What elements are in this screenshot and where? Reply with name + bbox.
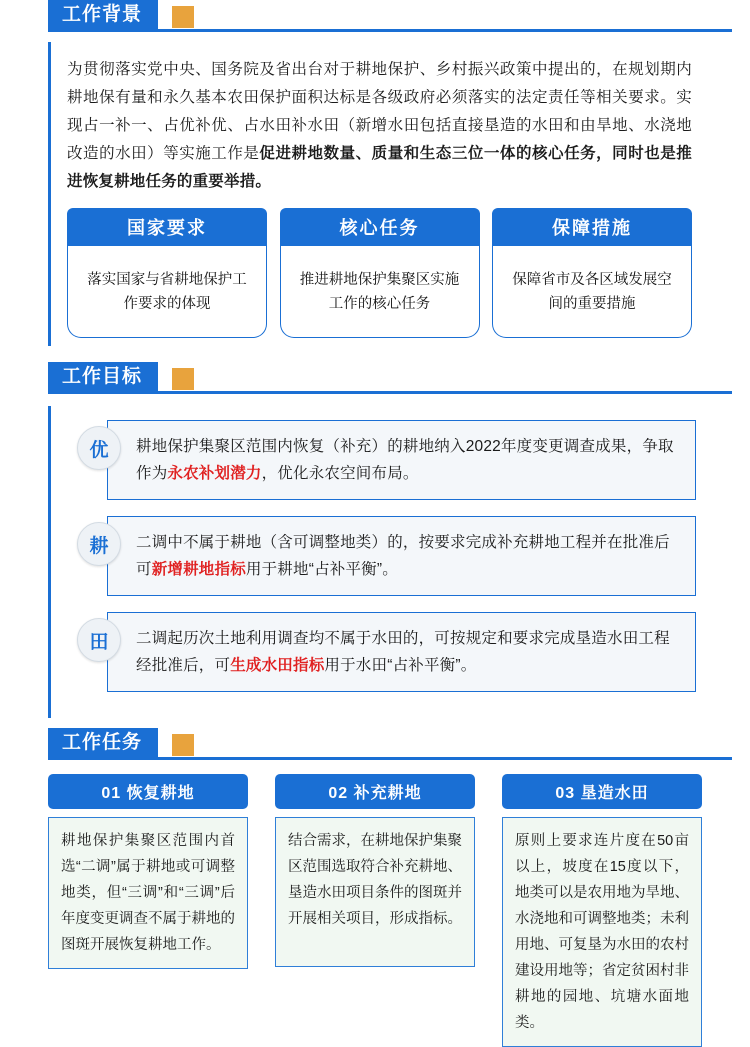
- goal-text-3-part-a: 二调起历次土地利用调查均不属于水田的，可按规定和要求完成垦造水田工程经批准后，可: [136, 630, 670, 674]
- goal-text-2-part-a: 二调中不属于耕地（含可调整地类）的，按要求完成补充耕地工程并在批准后可: [136, 534, 670, 578]
- tasks-content: [48, 774, 702, 1047]
- section-title-goals: 工作目标: [48, 362, 158, 392]
- section-header-goals: [48, 362, 750, 396]
- section-header-tasks: [48, 728, 750, 762]
- background-content: [48, 42, 702, 346]
- goal-badge-1: 优: [77, 426, 121, 470]
- background-card-1-body: 落实国家与省耕地保护工作要求的体现: [67, 246, 267, 338]
- task-card-2-body: 结合需求，在耕地保护集聚区范围选取符合补充耕地、垦造水田项目条件的图斑并开展相关项目，形成指标。: [275, 817, 475, 967]
- goals-content: [48, 406, 702, 718]
- task-card-2-title: 02 补充耕地: [275, 774, 475, 809]
- task-card-1-title: 01 恢复耕地: [48, 774, 248, 809]
- goal-text-1: [107, 420, 696, 500]
- goal-item-1: [51, 420, 696, 500]
- task-card-3-title: 03 垦造水田: [502, 774, 702, 809]
- goal-text-2-highlight: 新增耕地指标: [151, 561, 246, 578]
- section-title-background: 工作背景: [48, 0, 158, 30]
- goal-text-3-highlight: 生成水田指标: [230, 657, 325, 674]
- header-ribbon-tail: [172, 734, 194, 756]
- background-card-2-title: 核心任务: [280, 208, 480, 246]
- task-card-3: [502, 774, 702, 1047]
- goal-text-2-part-c: 用于耕地“占补平衡”。: [245, 561, 398, 578]
- background-paragraph-bold: 促进耕地数量、质量和生态三位一体的核心任务，同时也是推进恢复耕地任务的重要举措。: [67, 145, 693, 190]
- background-card-1-title: 国家要求: [67, 208, 267, 246]
- background-card-2: [280, 208, 480, 338]
- task-card-3-body: 原则上要求连片度在50亩以上，坡度在15度以下，地类可以是农用地为旱地、水浇地和可调整地类；未利用地、可复垦为水田的农村建设用地等；省定贫困村非耕地的园地、坑塘水面地类。: [502, 817, 702, 1047]
- goal-text-3-part-c: 用于水田“占补平衡”。: [324, 657, 477, 674]
- task-card-1-body: 耕地保护集聚区范围内首选“二调”属于耕地或可调整地类，但“三调”和“三调”后年度变更调查不属于耕地的图斑开展恢复耕地工作。: [48, 817, 248, 969]
- goal-item-3: [51, 612, 696, 692]
- goal-item-2: [51, 516, 696, 596]
- background-card-2-body: 推进耕地保护集聚区实施工作的核心任务: [280, 246, 480, 338]
- task-card-2: [275, 774, 475, 1047]
- background-card-3-body: 保障省市及各区域发展空间的重要措施: [492, 246, 692, 338]
- header-ribbon-tail: [172, 6, 194, 28]
- goal-text-1-part-c: ，优化永农空间布局。: [261, 465, 419, 482]
- background-card-1: [67, 208, 267, 338]
- goal-badge-3: 田: [77, 618, 121, 662]
- goal-badge-2: 耕: [77, 522, 121, 566]
- goal-text-1-part-a: 耕地保护集聚区范围内恢复（补充）的耕地纳入2022年度变更调查成果，争取作为: [136, 438, 674, 482]
- background-paragraph-normal: 为贯彻落实党中央、国务院及省出台对于耕地保护、乡村振兴政策中提出的，在规划期内耕地保有量和永久基本农田保护面积达标是各级政府必须落实的法定责任等相关要求。实现占一补一、占优补优、占水田补水田（新增水田包括直接垦造的水田和由旱地、水浇地改造的水田）等实施工作是: [67, 61, 692, 162]
- background-paragraph: [67, 56, 692, 196]
- section-header-background: [48, 0, 750, 34]
- header-ribbon-tail: [172, 368, 194, 390]
- task-card-1: [48, 774, 248, 1047]
- background-card-row: [67, 208, 692, 338]
- background-card-3: [492, 208, 692, 338]
- goal-text-3: [107, 612, 696, 692]
- goal-text-2: [107, 516, 696, 596]
- section-title-tasks: 工作任务: [48, 728, 158, 758]
- background-card-3-title: 保障措施: [492, 208, 692, 246]
- goal-text-1-highlight: 永农补划潜力: [167, 465, 262, 482]
